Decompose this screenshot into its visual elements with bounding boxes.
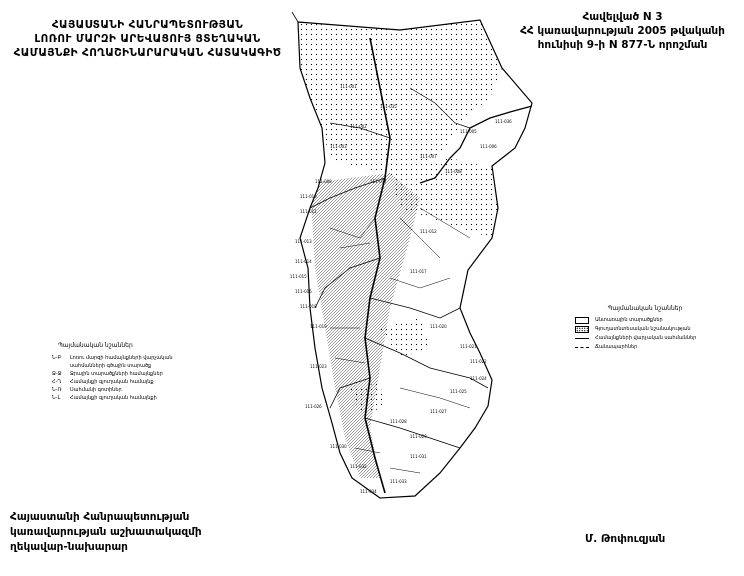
annex-line-1: Հավելված N 3 <box>582 11 663 23</box>
map-label: 111-029 <box>410 434 427 439</box>
dotted-area-north <box>298 20 502 173</box>
legend-left-code: Ն-Լ <box>52 395 61 401</box>
map-label: 111-016 <box>295 289 312 294</box>
map-label: 111-005 <box>460 129 477 134</box>
legend-swatch-box <box>575 317 589 324</box>
legend-left-row <box>52 387 252 394</box>
legend-left-text: Լոռու մարզի համայնքների վարչական <box>70 355 173 361</box>
legend-left-text: Համայնքի գյուղական համայնք <box>70 379 154 385</box>
north-arrow-line <box>292 12 298 22</box>
map-label: 111-026 <box>305 404 322 409</box>
title-line-3: ՀԱՄԱՅՆՔԻ ՀՈՂԱՇԻՆԱՐԱՐԱԿԱՆ ՀԱՏԱԿԱԳԻԾ <box>13 47 282 59</box>
map-label: 111-013 <box>295 239 312 244</box>
legend-right-row <box>575 344 715 351</box>
map-label: 111-003 <box>330 144 347 149</box>
legend-left-code <box>52 363 66 370</box>
map-label: 111-015 <box>290 274 307 279</box>
legend-left-code: Ն-Բ <box>52 355 62 361</box>
map-label: 111-022 <box>470 359 487 364</box>
map-label: 111-025 <box>450 389 467 394</box>
signature-line-2: կառավարության աշխատակազմի <box>10 526 202 538</box>
map-label: 111-024 <box>470 376 487 381</box>
legend-left-row <box>52 371 252 378</box>
legend-right-row <box>575 335 715 342</box>
map-label: 111-008 <box>445 169 462 174</box>
map-label: 111-012 <box>420 229 437 234</box>
map-label: 111-019 <box>310 324 327 329</box>
map-label: 111-027 <box>430 409 447 414</box>
legend-right-text: Անտառային տարածքներ <box>595 317 663 323</box>
map-label: 111-001 <box>340 84 357 89</box>
legend-left-text: Սահմանի գոտիներ <box>70 387 122 393</box>
map-label: 111-028 <box>390 419 407 424</box>
legend-left <box>52 342 252 403</box>
map-label: 111-033 <box>390 479 407 484</box>
signature-title-block <box>10 510 260 555</box>
legend-left-text: սահմանների գծային տարածք <box>70 363 152 369</box>
annex-line-2: ՀՀ կառավարության 2005 թվականի <box>520 25 725 37</box>
map-label: 111-010 <box>300 194 317 199</box>
legend-left-row <box>52 363 252 370</box>
map-label: 111-020 <box>430 324 447 329</box>
legend-right-text: Գյուղատնտեսական նշանակության <box>595 326 691 332</box>
map-label: 111-030 <box>330 444 347 449</box>
map-label: 111-031 <box>410 454 427 459</box>
map-label: 111-035 <box>380 104 397 109</box>
map-label: 111-032 <box>350 464 367 469</box>
title-line-2: ԼՈՌՈՒ ՄԱՐԶԻ ԱՐԵՎԱՑՈՒՅ ՑՏԵՂԱԿԱՆ <box>34 33 261 45</box>
map-label: 111-002 <box>350 124 367 129</box>
legend-left-text: Համայնքի գյուղական համայնքի <box>70 395 157 401</box>
map-label: 111-011 <box>300 209 317 214</box>
map-label: 111-018 <box>300 304 317 309</box>
legend-left-row <box>52 395 252 402</box>
map-label: 111-037 <box>370 179 387 184</box>
legend-swatch-dotted <box>575 326 589 333</box>
map-label: 111-006 <box>480 144 497 149</box>
legend-left-code: Ջ-Ջ <box>52 371 62 377</box>
legend-left-row <box>52 355 252 362</box>
legend-left-title: Պայմանական նշաններ <box>58 342 133 349</box>
legend-swatch-line <box>575 338 589 339</box>
map-label: 111-009 <box>315 179 332 184</box>
region-map <box>270 8 570 508</box>
legend-right <box>575 305 715 353</box>
signature-line-3: ղեկավար-նախարար <box>10 541 128 553</box>
legend-right-row <box>575 326 715 333</box>
legend-right-text: Համայնքների վարչական սահմաններ <box>595 335 697 341</box>
legend-right-title: Պայմանական նշաններ <box>607 305 683 312</box>
legend-right-text: Ճանապարհներ <box>595 344 638 350</box>
map-label: 111-023 <box>310 364 327 369</box>
map-label: 111-034 <box>360 489 377 494</box>
map-label: 111-036 <box>495 119 512 124</box>
map-label: 111-007 <box>420 154 437 159</box>
map-label: 111-017 <box>410 269 427 274</box>
legend-left-row <box>52 379 252 386</box>
map-label: 111-021 <box>460 344 477 349</box>
annex-line-3: հունիսի 9-ի N 877-Ն որոշման <box>537 39 708 51</box>
legend-right-row <box>575 317 715 324</box>
signature-line-1: Հայաստանի Հանրապետության <box>10 511 190 523</box>
legend-left-code: Հ-Ղ <box>52 379 62 385</box>
region-map-svg <box>270 8 570 508</box>
title-line-1: ՀԱՅԱՍՏԱՆԻ ՀԱՆՐԱՊԵՏՈՒԹՅԱՆ <box>51 19 244 31</box>
legend-swatch-thin <box>575 347 589 348</box>
map-title <box>10 18 285 60</box>
legend-left-text: Ջրային տարածքների համայնքներ <box>70 371 163 377</box>
map-label: 111-014 <box>295 259 312 264</box>
signatory-name: Մ. Թոփուզյան <box>585 533 666 545</box>
legend-left-code: Ն-Ռ <box>52 387 62 393</box>
road-branch-6 <box>365 418 460 448</box>
